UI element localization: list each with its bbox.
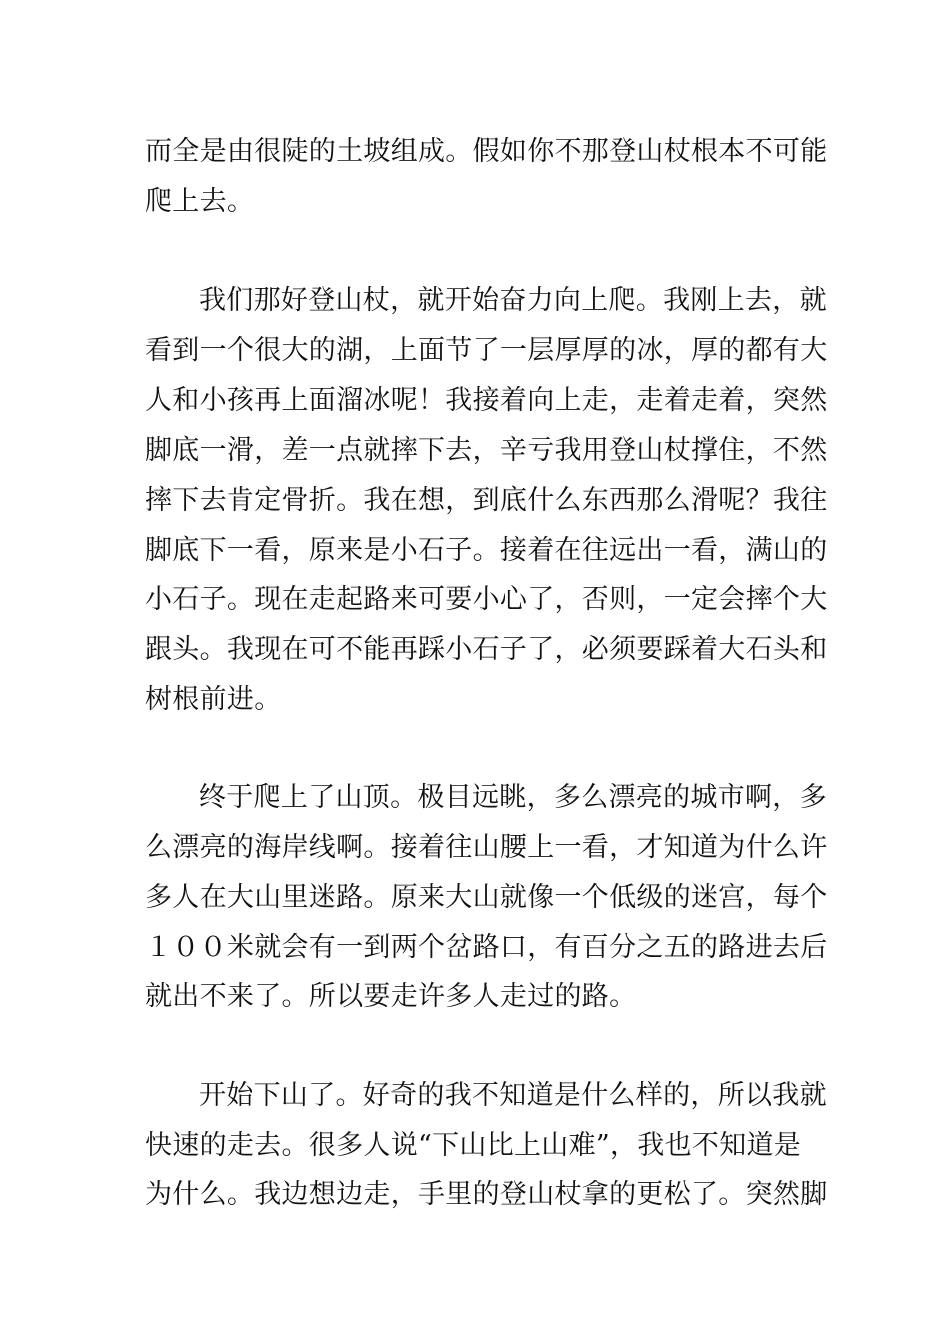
text-line: 么漂亮的海岸线啊。接着往山腰上一看，才知道为什么许 — [145, 832, 828, 863]
text-line: 终于爬上了山顶。极目远眺，多么漂亮的城市啊，多 — [199, 782, 827, 813]
text-line: 多人在大山里迷路。原来大山就像一个低级的迷宫，每个 — [145, 882, 828, 913]
text-line: 脚底一滑，差一点就摔下去，辛亏我用登山杖撑住，不然 — [145, 435, 828, 466]
text-line: 开始下山了。好奇的我不知道是什么样的，所以我就 — [199, 1080, 827, 1111]
text-line: 看到一个很大的湖，上面节了一层厚厚的冰，厚的都有大 — [145, 335, 828, 366]
text-line: 小石子。现在走起路来可要小心了，否则，一定会摔个大 — [145, 584, 828, 615]
text-line: 爬上去。 — [145, 186, 255, 217]
text-line: 就出不来了。所以要走许多人走过的路。 — [145, 981, 637, 1012]
text-line: 脚底下一看，原来是小石子。接着在往远出一看，满山的 — [145, 535, 828, 566]
text-line: 为什么。我边想边走，手里的登山杖拿的更松了。突然脚 — [145, 1179, 828, 1210]
text-line: 跟头。我现在可不能再踩小石子了，必须要踩着大石头和 — [145, 634, 828, 665]
text-line: １００米就会有一到两个岔路口，有百分之五的路进去后 — [145, 932, 828, 963]
text-line: 摔下去肯定骨折。我在想，到底什么东西那么滑呢？我往 — [145, 485, 828, 516]
text-line: 快速的走去。很多人说“下山比上山难”，我也不知道是 — [145, 1130, 802, 1161]
text-line: 树根前进。 — [145, 684, 282, 715]
text-line: 人和小孩再上面溜冰呢！我接着向上走，走着走着，突然 — [145, 385, 828, 416]
text-line: 而全是由很陡的土坡组成。假如你不那登山杖根本不可能 — [145, 136, 828, 167]
text-line: 我们那好登山杖，就开始奋力向上爬。我刚上去，就 — [199, 285, 827, 316]
